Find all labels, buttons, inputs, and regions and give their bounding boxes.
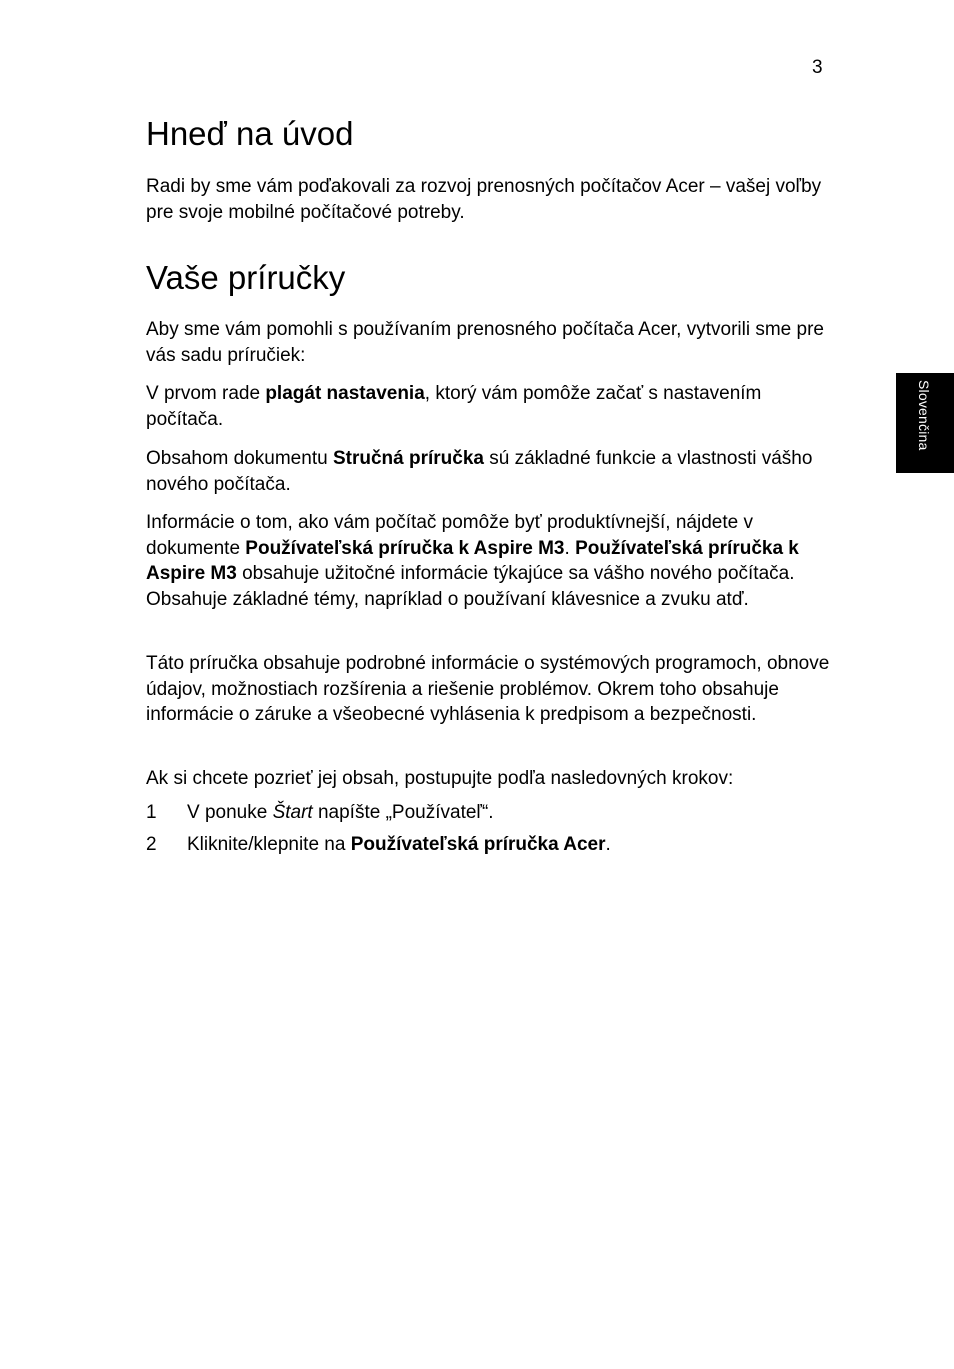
step2-text-before: Kliknite/klepnite na bbox=[187, 834, 351, 855]
p2-text-after: , ktorý vám pomôže začať s nastavením počítača. bbox=[146, 383, 762, 430]
p2-text-before: V prvom rade bbox=[146, 383, 266, 404]
p4-text-2: . bbox=[564, 537, 576, 559]
p4-text-3: obsahuje užitočné informácie týkajúce sa vášho nového počítača. Obsahuje základné témy, napríklad o používaní klávesnice a zvuku atď. bbox=[146, 563, 795, 610]
guides-paragraph-3 bbox=[146, 446, 836, 497]
p4-bold-1: Používateľská príručka k Aspire M3 bbox=[245, 537, 565, 559]
list-item-text bbox=[187, 800, 494, 826]
step2-bold: Používateľská príručka Acer bbox=[350, 834, 606, 855]
step1-italic: Štart bbox=[272, 802, 313, 823]
list-item-number: 1 bbox=[146, 802, 157, 823]
step1-text-after: napíšte „Používateľ“. bbox=[312, 802, 494, 823]
page-number: 3 bbox=[812, 57, 823, 78]
language-side-tab bbox=[896, 373, 954, 473]
list-item-text bbox=[187, 832, 611, 858]
step2-text-after: . bbox=[605, 834, 611, 855]
p3-text-after: sú základné funkcie a vlastnosti vášho nového počítača. bbox=[146, 448, 813, 495]
p4-text-1: Informácie o tom, ako vám počítač pomôže byť produktívnejší, nájdete v dokumente bbox=[146, 512, 753, 559]
p2-bold: plagát nastavenia bbox=[265, 383, 425, 404]
list-item-number: 2 bbox=[146, 834, 157, 855]
intro-heading: Hneď na úvod bbox=[146, 115, 354, 152]
guides-heading: Vaše príručky bbox=[146, 259, 346, 296]
guides-paragraph-2 bbox=[146, 381, 836, 432]
guides-paragraph-5: Táto príručka obsahuje podrobné informácie o systémových programoch, obnove údajov, možnostiach rozšírenia a riešenie problémov. Okrem toho obsahuje informácie o záruke a všeobecné vyhlásenia k predpisom a bezpečnosti. bbox=[146, 653, 830, 725]
guides-paragraph-6: Ak si chcete pozrieť jej obsah, postupujte podľa nasledovných krokov: bbox=[146, 768, 734, 789]
guides-paragraph-4 bbox=[146, 510, 836, 612]
p4-bold-2: Používateľská príručka k Aspire M3 bbox=[146, 537, 799, 584]
intro-paragraph: Radi by sme vám poďakovali za rozvoj prenosných počítačov Acer – vašej voľby pre svoje mobilné počítačové potreby. bbox=[146, 176, 822, 223]
p3-text-before: Obsahom dokumentu bbox=[146, 448, 333, 469]
guides-paragraph-1: Aby sme vám pomohli s používaním prenosného počítača Acer, vytvorili sme pre vás sadu príručiek: bbox=[146, 319, 824, 366]
language-side-tab-label: Slovenčina bbox=[916, 380, 932, 451]
step1-text-before: V ponuke bbox=[187, 802, 273, 823]
p3-bold: Stručná príručka bbox=[332, 448, 484, 469]
